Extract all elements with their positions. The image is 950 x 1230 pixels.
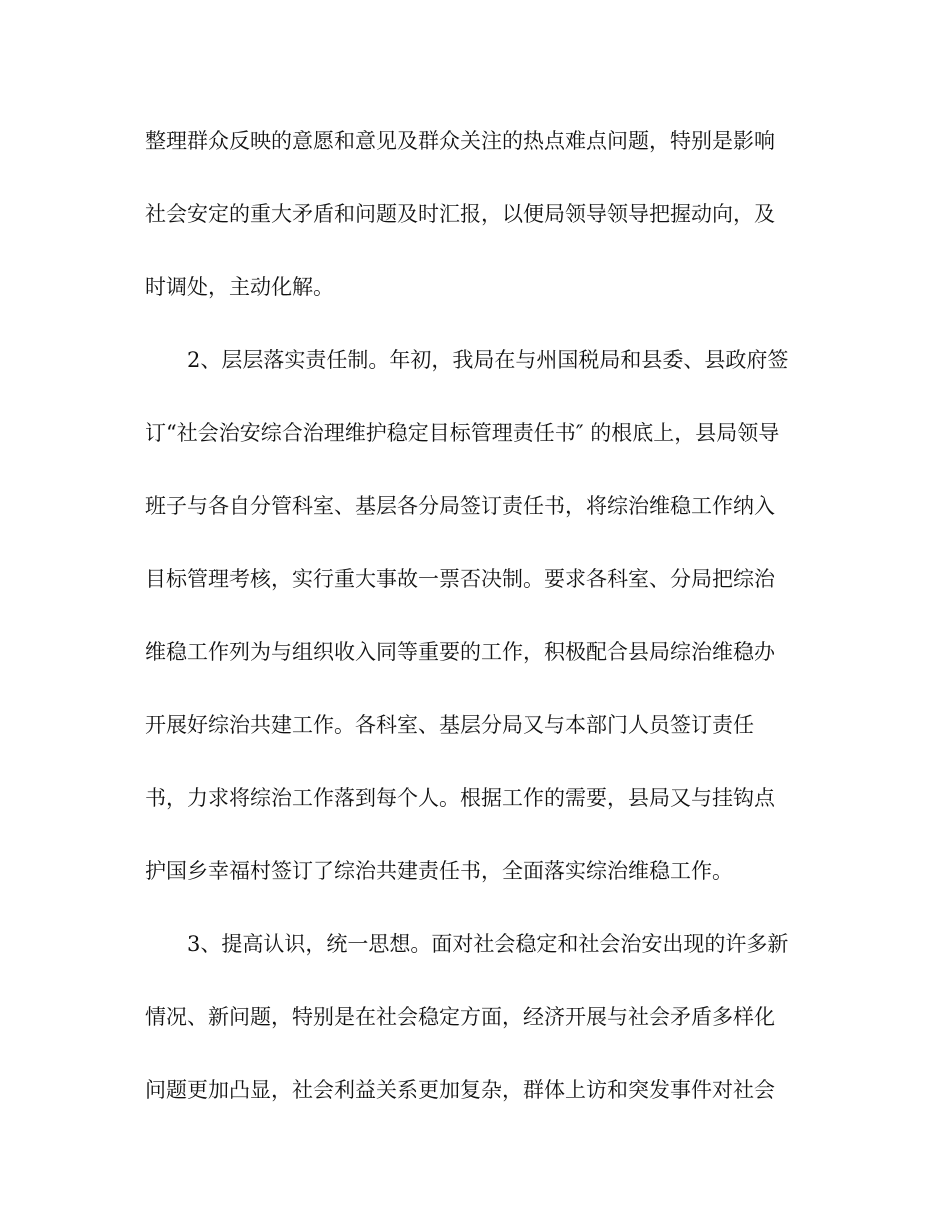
text-line-2: 社会安定的重大矛盾和问题及时汇报，以便局领导领导把握动向，及	[145, 202, 775, 226]
text-line-8: 维稳工作列为与组织收入同等重要的工作，积极配合县局综治维稳办	[145, 640, 775, 664]
text-line-13: 情况、新问题，特别是在社会稳定方面，经济开展与社会矛盾多样化	[145, 1005, 775, 1029]
text-line-1: 整理群众反映的意愿和意见及群众关注的热点难点问题，特别是影响	[145, 129, 775, 153]
text-line-12: 3、提高认识，统一思想。面对社会稳定和社会治安出现的许多新	[187, 932, 789, 956]
text-line-7: 目标管理考核，实行重大事故一票否决制。要求各科室、分局把综治	[145, 567, 775, 591]
text-line-5: 订“社会治安综合治理维护稳定目标管理责任书″ 的根底上，县局领导	[145, 421, 780, 445]
text-line-9: 开展好综治共建工作。各科室、基层分局又与本部门人员签订责任	[145, 713, 754, 737]
text-line-4: 2、层层落实责任制。年初，我局在与州国税局和县委、县政府签	[187, 348, 789, 372]
text-line-14: 问题更加凸显，社会利益关系更加复杂，群体上访和突发事件对社会	[145, 1078, 775, 1102]
text-line-11: 护国乡幸福村签订了综治共建责任书，全面落实综治维稳工作。	[145, 859, 733, 883]
text-line-6: 班子与各自分管科室、基层各分局签订责任书，将综治维稳工作纳入	[145, 494, 775, 518]
text-line-3: 时调处，主动化解。	[145, 275, 334, 299]
text-line-10: 书，力求将综治工作落到每个人。根据工作的需要，县局又与挂钩点	[145, 786, 775, 810]
